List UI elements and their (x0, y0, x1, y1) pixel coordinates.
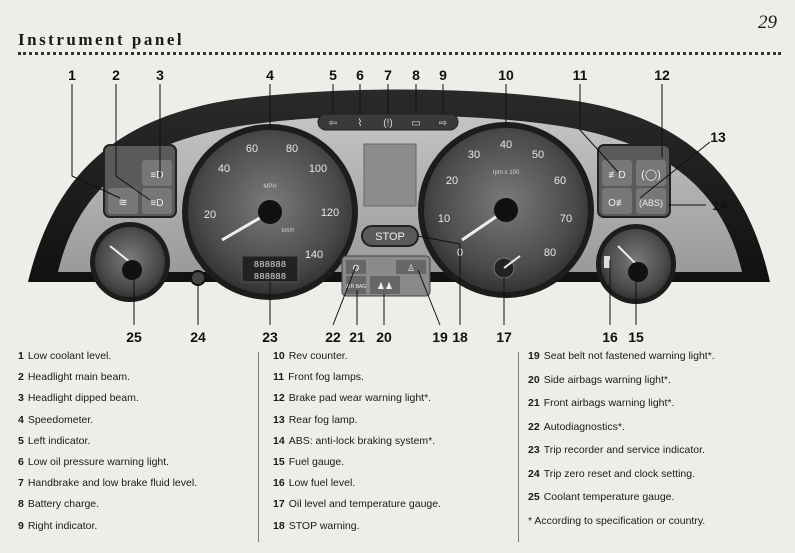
callout-11: 11 (572, 67, 588, 83)
tach-tick-0: 0 (456, 247, 464, 259)
tachometer (418, 122, 594, 298)
legend-item: 25 Coolant temperature gauge. (528, 491, 675, 503)
callout-10: 10 (498, 67, 514, 83)
autodiagnostics-icon: ⚙ (351, 263, 361, 273)
speedo-tick-60: 60 (245, 143, 259, 155)
callout-9: 9 (439, 67, 447, 83)
legend-item: 23 Trip recorder and service indicator. (528, 444, 705, 456)
callout-1: 1 (68, 67, 76, 83)
instrument-panel-figure (0, 60, 795, 350)
legend-item: 3 Headlight dipped beam. (18, 392, 139, 405)
callout-24: 24 (190, 329, 206, 345)
callout-13: 13 (710, 129, 726, 145)
speedometer (182, 124, 361, 300)
speedo-tick-80: 80 (285, 143, 299, 155)
callout-6: 6 (356, 67, 364, 83)
legend-item: 16 Low fuel level. (273, 477, 356, 490)
tach-tick-30: 30 (467, 149, 481, 161)
speedo-tick-140: 140 (304, 249, 324, 261)
legend-column-1 (18, 350, 250, 541)
speedo-tick-20: 20 (203, 209, 217, 221)
legend-item: 9 Right indicator. (18, 519, 98, 532)
legend-item: 4 Speedometer. (18, 413, 94, 426)
brake-pad-icon: (◯) (641, 169, 661, 181)
lower-warning-cluster (342, 256, 430, 296)
legend-item: 13 Rear fog lamp. (273, 413, 358, 426)
left-warning-cluster (104, 145, 176, 217)
legend-item: 12 Brake pad wear warning light*. (273, 392, 432, 405)
legend-item: 2 Headlight main beam. (18, 371, 130, 384)
callout-14: 14 (712, 197, 728, 213)
callout-23: 23 (262, 329, 278, 345)
legend-item: 15 Fuel gauge. (273, 455, 345, 468)
legend-item: 5 Left indicator. (18, 434, 91, 447)
legend-item: 22 Autodiagnostics*. (528, 420, 625, 433)
odometer-bottom: 888888 (253, 272, 287, 282)
callout-21: 21 (349, 329, 365, 345)
oil-pressure-icon: ⌇ (357, 118, 363, 129)
coolant-warning-icon: ≋ (118, 197, 128, 209)
legend-item: 19 Seat belt not fastened warning light*. (528, 350, 715, 362)
low-fuel-light (604, 256, 610, 268)
coolant-temperature-gauge (90, 222, 170, 302)
right-indicator-icon: ⇨ (438, 118, 448, 129)
left-indicator-icon: ⇦ (328, 118, 338, 129)
legend-item: 1 Low coolant level. (18, 350, 112, 362)
legend-item: 24 Trip zero reset and clock setting. (528, 467, 696, 480)
callout-18: 18 (452, 329, 468, 345)
stop-label: STOP (375, 231, 405, 243)
battery-icon: ▭ (411, 118, 421, 129)
handbrake-icon: (!) (383, 118, 393, 129)
page-title: Instrument panel (18, 30, 185, 49)
legend-item: 18 STOP warning. (273, 519, 360, 532)
callout-5: 5 (329, 67, 337, 83)
side-airbag-icon: ♟♟ (376, 281, 394, 291)
tach-tick-10: 10 (437, 213, 451, 225)
odometer-top: 888888 (253, 260, 287, 270)
speedo-tick-120: 120 (320, 207, 340, 219)
callout-15: 15 (628, 329, 644, 345)
callout-22: 22 (325, 329, 341, 345)
callout-4: 4 (266, 67, 274, 83)
legend-item: 21 Front airbags warning light*. (528, 397, 675, 409)
rear-fog-icon: O≢ (608, 198, 626, 209)
callout-20: 20 (376, 329, 392, 345)
legend-item: 8 Battery charge. (18, 498, 100, 511)
callout-3: 3 (156, 67, 164, 83)
front-fog-icon: ≢D (608, 170, 626, 181)
callout-16: 16 (602, 329, 618, 345)
tach-tick-20: 20 (445, 175, 459, 187)
legend-item: 11 Front fog lamps. (273, 371, 364, 384)
tach-unit-label: rpm x 100 (492, 170, 520, 176)
tach-tick-60: 60 (553, 175, 567, 187)
legend-item: 17 Oil level and temperature gauge. (273, 498, 442, 511)
speedo-kmh-label: km/h (281, 228, 295, 234)
legend-item: 7 Handbrake and low brake fluid level. (18, 477, 198, 490)
speedo-tick-40: 40 (217, 163, 231, 175)
tach-tick-80: 80 (543, 247, 557, 259)
stop-warning (362, 226, 418, 246)
right-warning-cluster (598, 145, 670, 217)
legend-column-3 (528, 350, 778, 527)
top-indicator-strip (318, 114, 458, 130)
speedo-tick-100: 100 (308, 163, 328, 175)
front-airbag-label: AIR BAG (345, 284, 367, 290)
footnote: * According to specification or country. (528, 514, 706, 527)
seatbelt-icon: ♙ (406, 263, 416, 273)
legend-item: 6 Low oil pressure warning light. (18, 455, 170, 468)
legend-item: 20 Side airbags warning light*. (528, 373, 671, 386)
tach-tick-50: 50 (531, 149, 545, 161)
callout-12: 12 (654, 67, 670, 83)
legend (0, 350, 795, 553)
page-number: 29 (758, 12, 777, 33)
legend-item: 10 Rev counter. (273, 350, 348, 362)
callout-7: 7 (384, 67, 392, 83)
callout-2: 2 (112, 67, 120, 83)
center-display (364, 144, 416, 206)
dipped-beam-icon: ≡D (150, 170, 164, 181)
legend-item: 14 ABS: anti-lock braking system*. (273, 434, 436, 447)
legend-column-2 (273, 350, 525, 541)
title-rule (18, 52, 781, 55)
abs-icon: (ABS) (638, 198, 664, 208)
callout-25: 25 (126, 329, 142, 345)
speedo-unit: MPH (263, 184, 277, 190)
trip-reset-button[interactable] (191, 271, 205, 285)
main-beam-icon: ≡D (150, 198, 164, 209)
callout-19: 19 (432, 329, 448, 345)
tach-tick-40: 40 (499, 139, 513, 151)
callout-17: 17 (496, 329, 512, 345)
tach-tick-70: 70 (559, 213, 573, 225)
callout-8: 8 (412, 67, 420, 83)
